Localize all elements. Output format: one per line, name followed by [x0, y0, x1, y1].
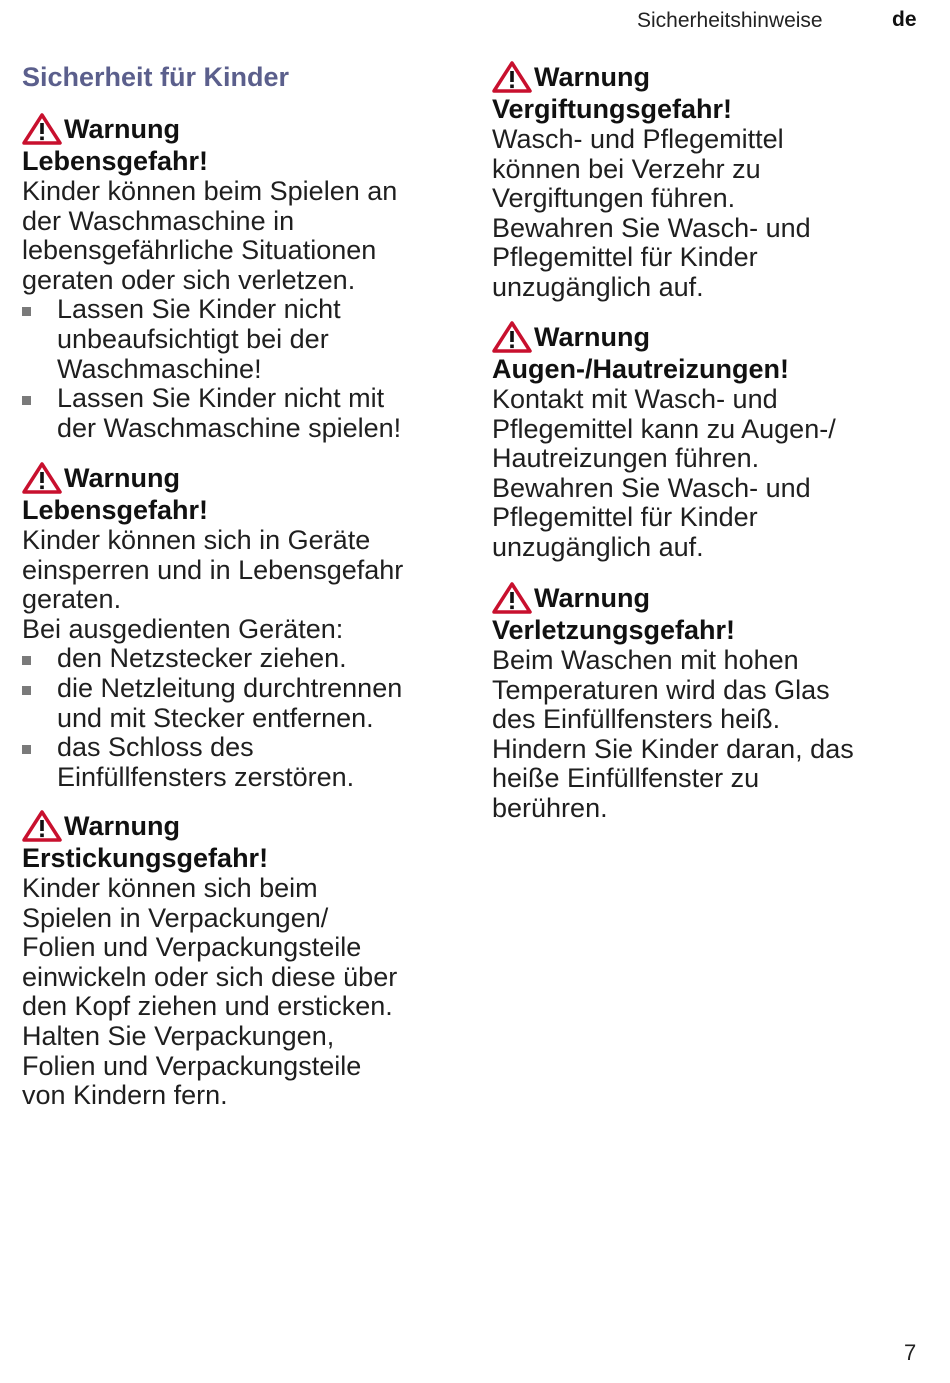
- body-line: der Waschmaschine in: [22, 205, 295, 236]
- body-line: Spielen in Verpackungen/: [22, 902, 329, 933]
- body-line: Pflegemittel kann zu Augen-/: [492, 413, 836, 444]
- warning-title: Verletzungsgefahr!: [492, 615, 736, 645]
- warning-body: [492, 646, 932, 824]
- bullet-line: unbeaufsichtigt bei der: [57, 323, 329, 354]
- body-line: des Einfüllfensters heiß.: [492, 704, 781, 735]
- bullet-line: die Netzleitung durchtrennen: [57, 672, 403, 703]
- body-line: Folien und Verpackungsteile: [22, 932, 362, 963]
- warning-label: Warnung: [64, 463, 180, 493]
- body-line: Wasch- und Pflegemittel: [492, 124, 784, 154]
- body-line: einwickeln oder sich diese über: [22, 961, 398, 992]
- body-line: geraten oder sich verletzen.: [22, 264, 356, 295]
- bullet-marker: [22, 396, 31, 405]
- warning-block: [22, 462, 452, 792]
- bullet-list: [22, 295, 452, 443]
- bullet-line: das Schloss des: [57, 732, 254, 763]
- warning-triangle-icon: [22, 462, 62, 494]
- body-line: Halten Sie Verpackungen,: [22, 1020, 335, 1051]
- bullet-item: [22, 384, 452, 443]
- body-line: Temperaturen wird das Glas: [492, 674, 830, 705]
- warning-triangle-icon: [492, 61, 532, 93]
- bullet-line: Waschmaschine!: [57, 353, 262, 384]
- warning-block: [22, 810, 452, 1111]
- body-line: Bewahren Sie Wasch- und: [492, 472, 811, 503]
- warning-block: [492, 61, 932, 303]
- bullet-marker: [22, 656, 31, 665]
- bullet-list: [22, 644, 452, 792]
- body-line: Hautreizungen führen.: [492, 443, 760, 474]
- body-line: Bewahren Sie Wasch- und: [492, 212, 811, 243]
- bullet-line: Einfüllfensters zerstören.: [57, 761, 355, 792]
- warning-label: Warnung: [534, 583, 650, 613]
- warning-block: [22, 113, 452, 443]
- bullet-item: [22, 733, 452, 792]
- bullet-marker: [22, 686, 31, 695]
- body-line: den Kopf ziehen und ersticken.: [22, 991, 393, 1022]
- warning-header: [492, 61, 932, 93]
- warning-body: [22, 526, 452, 792]
- bullet-line: und mit Stecker entfernen.: [57, 702, 374, 733]
- body-line: einsperren und in Lebensgefahr: [22, 554, 404, 585]
- warning-block: [492, 582, 932, 824]
- bullet-item: [22, 644, 452, 674]
- body-line: Bei ausgedienten Geräten:: [22, 613, 344, 644]
- warning-header: [22, 113, 452, 145]
- body-line: Kinder können sich beim: [22, 873, 318, 903]
- body-line: berühren.: [492, 792, 608, 823]
- header-section-title: Sicherheitshinweise: [637, 9, 823, 32]
- warning-header: [22, 462, 452, 494]
- body-line: können bei Verzehr zu: [492, 153, 761, 184]
- section-title: Sicherheit für Kinder: [22, 62, 290, 92]
- warning-body: [492, 385, 932, 563]
- warning-triangle-icon: [22, 113, 62, 145]
- body-line: Pflegemittel für Kinder: [492, 502, 758, 533]
- warning-body: [22, 874, 452, 1111]
- bullet-item: [22, 674, 452, 733]
- body-line: Kontakt mit Wasch- und: [492, 384, 778, 414]
- body-line: Folien und Verpackungsteile: [22, 1050, 362, 1081]
- warning-header: [492, 321, 932, 353]
- bullet-marker: [22, 745, 31, 754]
- warning-header: [22, 810, 452, 842]
- body-line: geraten.: [22, 584, 122, 615]
- warning-label: Warnung: [534, 322, 650, 352]
- warning-title: Lebensgefahr!: [22, 495, 209, 525]
- body-line: von Kindern fern.: [22, 1080, 228, 1111]
- warning-block: [492, 321, 932, 563]
- warning-triangle-icon: [492, 582, 532, 614]
- warning-body: [22, 177, 452, 443]
- body-line: unzugänglich auf.: [492, 271, 704, 302]
- body-line: Kinder können beim Spielen an: [22, 176, 398, 206]
- body-line: Vergiftungen führen.: [492, 183, 736, 214]
- warning-title: Vergiftungsgefahr!: [492, 94, 733, 124]
- warning-triangle-icon: [22, 810, 62, 842]
- warning-label: Warnung: [64, 811, 180, 841]
- warning-triangle-icon: [492, 321, 532, 353]
- body-line: Pflegemittel für Kinder: [492, 242, 758, 273]
- warning-title: Augen-/Hautreizungen!: [492, 354, 789, 384]
- bullet-line: Lassen Sie Kinder nicht: [57, 294, 341, 325]
- body-line: lebensgefährliche Situationen: [22, 235, 377, 266]
- body-line: Kinder können sich in Geräte: [22, 525, 371, 555]
- warning-label: Warnung: [534, 62, 650, 92]
- bullet-line: Lassen Sie Kinder nicht mit: [57, 383, 385, 414]
- warning-title: Erstickungsgefahr!: [22, 843, 269, 873]
- body-line: Hindern Sie Kinder daran, das: [492, 733, 854, 764]
- bullet-line: der Waschmaschine spielen!: [57, 412, 402, 443]
- bullet-item: [22, 295, 452, 384]
- body-line: Beim Waschen mit hohen: [492, 645, 799, 675]
- warning-body: [492, 125, 932, 303]
- warning-header: [492, 582, 932, 614]
- warning-label: Warnung: [64, 114, 180, 144]
- bullet-marker: [22, 307, 31, 316]
- page-number: 7: [904, 1340, 917, 1365]
- body-line: heiße Einfüllfenster zu: [492, 763, 760, 794]
- header-language: de: [892, 8, 917, 31]
- warning-title: Lebensgefahr!: [22, 146, 209, 176]
- body-line: unzugänglich auf.: [492, 531, 704, 562]
- bullet-line: den Netzstecker ziehen.: [57, 643, 347, 674]
